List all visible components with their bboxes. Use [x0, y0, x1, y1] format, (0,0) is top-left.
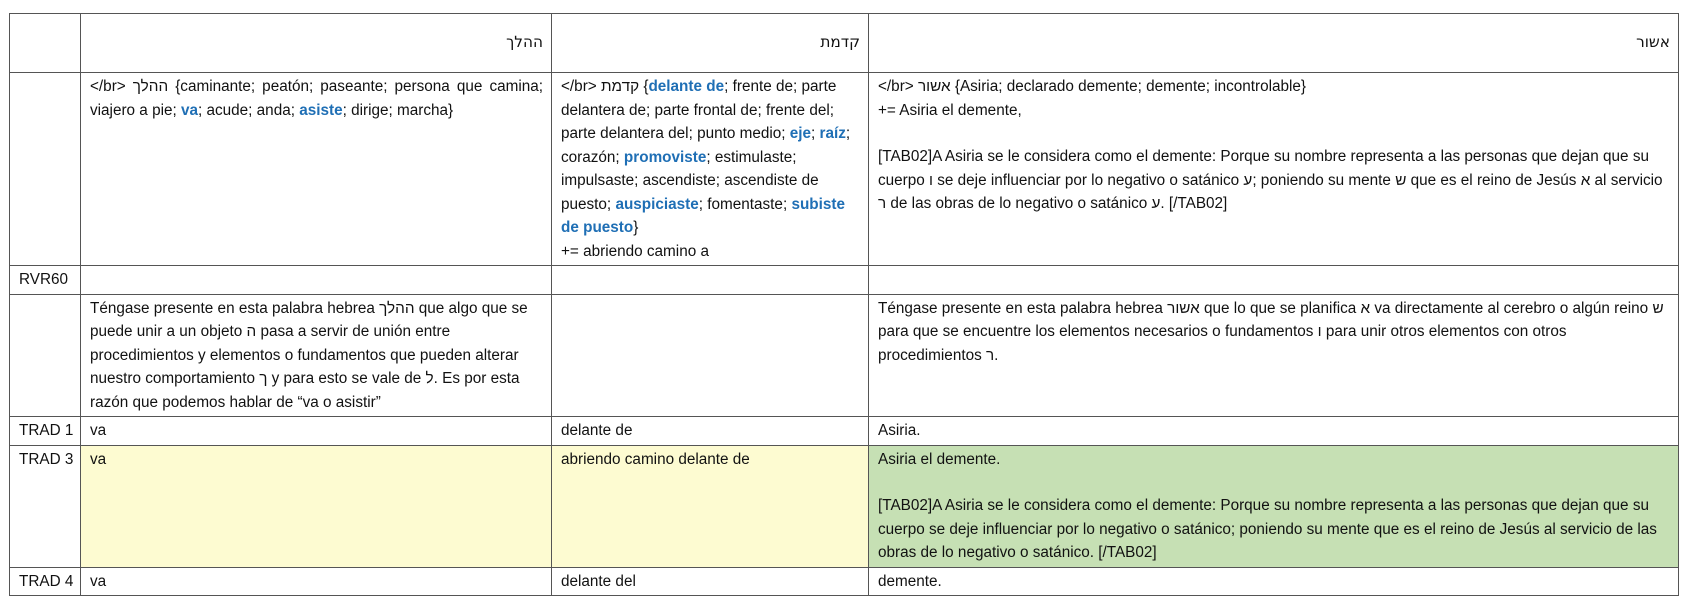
header-ashur: אשור	[869, 14, 1679, 73]
header-hallek: ההלך	[81, 14, 552, 73]
note-hallek: Téngase presente en esta palabra hebrea ההלך que algo que se puede unir a un objeto ה pasa a servir de unión entre procedimientos y elementos o fundamentos que pueden alterar nuestro comportamiento ך y para esto se vale de ל. Es por esta razón que podemos hablar de “va o asistir”	[81, 294, 552, 417]
definitions-row	[10, 73, 1679, 266]
header-qidmat: קדמת	[552, 14, 869, 73]
header-row	[10, 14, 1679, 73]
rvr60-label: RVR60	[10, 266, 81, 295]
rvr60-row	[10, 266, 1679, 295]
trad4-ashur: demente.	[869, 567, 1679, 596]
trad1-hallek: va	[81, 417, 552, 446]
trad3-ashur-line1: Asiria el demente.	[878, 450, 1001, 468]
note-ashur: Téngase presente en esta palabra hebrea אשור que lo que se planifica א va directamente al cerebro o algún reino ש para que se encuentre los elementos necesarios o fundamentos ו para unir otros elementos con otros procedimientos ר.	[869, 294, 1679, 417]
header-cell-empty	[10, 14, 81, 73]
trad3-hallek: va	[81, 445, 552, 567]
definition-hallek: </br> ההלך {caminante; peatón; paseante; persona que camina; viajero a pie; va; acude; anda; asiste; dirige; marcha}	[81, 73, 552, 266]
trad3-qidmat: abriendo camino delante de	[552, 445, 869, 567]
trad3-ashur-paragraph: [TAB02]A Asiria se le considera como el demente: Porque su nombre representa a las personas que dejan que su cuerpo se deje influenciar por lo negativo o satánico; poniendo su mente que es el reino de Jesús al servicio de las obras de lo negativo o satánico. [/TAB02]	[878, 497, 1657, 561]
trad3-row	[10, 445, 1679, 567]
translation-table	[9, 13, 1679, 596]
notes-label-cell	[10, 294, 81, 417]
rvr60-cell-4	[869, 266, 1679, 295]
trad3-label: TRAD 3	[10, 445, 81, 567]
trad1-row	[10, 417, 1679, 446]
trad1-label: TRAD 1	[10, 417, 81, 446]
notes-row	[10, 294, 1679, 417]
definition-ashur-paragraph: [TAB02]A Asiria se le considera como el demente: Porque su nombre representa a las personas que dejan que su cuerpo ו se deje influenciar por lo negativo o satánico ע; poniendo su mente ש que es el reino de Jesús א al servicio ר de las obras de lo negativo o satánico ע. [/TAB02]	[878, 148, 1663, 212]
trad1-ashur: Asiria.	[869, 417, 1679, 446]
rvr60-cell-3	[552, 266, 869, 295]
definition-ashur-line2: += Asiria el demente,	[878, 101, 1022, 119]
definition-ashur	[869, 73, 1679, 266]
trad4-hallek: va	[81, 567, 552, 596]
note-qidmat	[552, 294, 869, 417]
trad4-qidmat: delante del	[552, 567, 869, 596]
trad3-ashur	[869, 445, 1679, 567]
trad4-row	[10, 567, 1679, 596]
definitions-label-cell	[10, 73, 81, 266]
definition-qidmat-addition: += abriendo camino a	[561, 242, 709, 260]
trad1-qidmat: delante de	[552, 417, 869, 446]
trad4-label: TRAD 4	[10, 567, 81, 596]
rvr60-cell-2	[81, 266, 552, 295]
definition-ashur-line1: </br> אשור {Asiria; declarado demente; demente; incontrolable}	[878, 78, 1307, 95]
definition-qidmat: </br> קדמת {delante de; frente de; parte delantera de; parte frontal de; frente del; parte delantera del; punto medio; eje; raíz; corazón; promoviste; estimulaste; impulsaste; ascendiste; ascendiste de puesto; auspiciaste; fomentaste; subiste de puesto} += abriendo camino a	[552, 73, 869, 266]
